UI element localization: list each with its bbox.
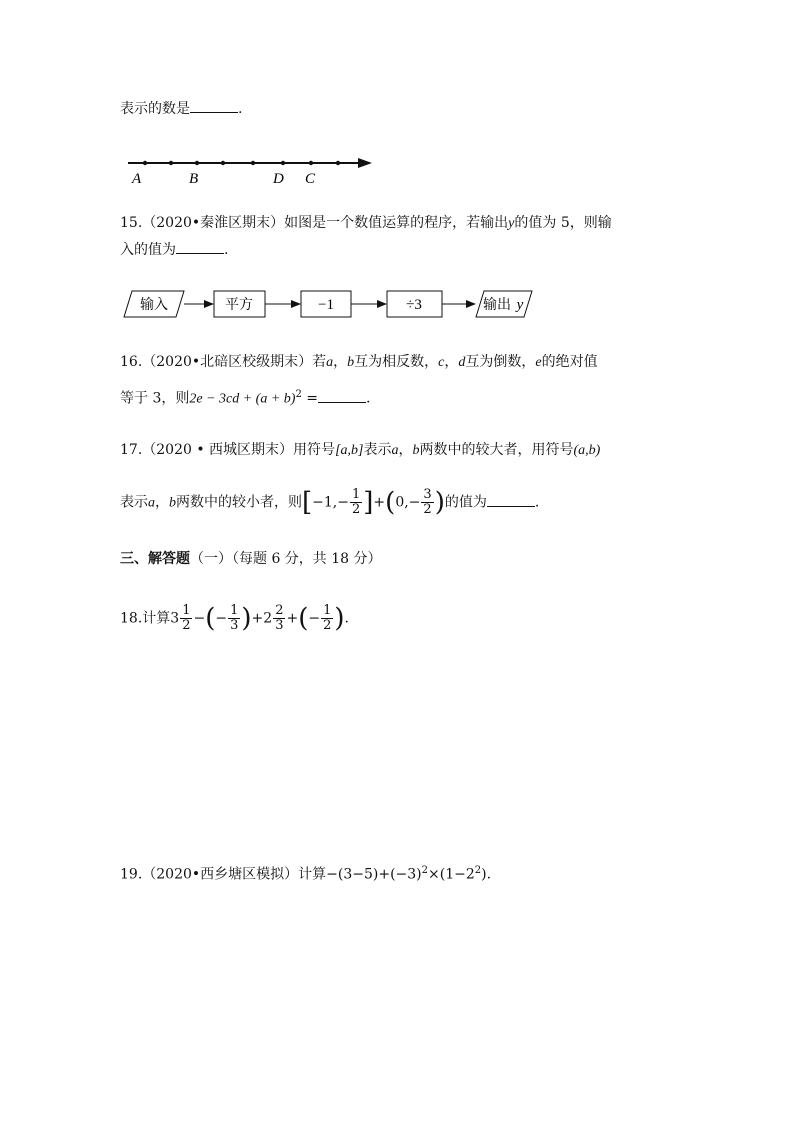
q16-text-b: 互为相反数， (354, 354, 439, 370)
q18-label: 18.计算 (120, 610, 171, 627)
numerator: 1 (182, 603, 191, 618)
label-D: D (273, 171, 284, 187)
q19-expression-c: ) (481, 866, 487, 883)
q18-fraction-2 (228, 604, 240, 633)
q16-text-a: 16.（2020•北碚区校级期末）若 (120, 354, 327, 370)
q17-var-b: b (169, 495, 176, 511)
q15-line1 (120, 213, 612, 234)
q16-sep: ， (444, 354, 459, 370)
q18-line (120, 604, 349, 633)
q17-text-f: 的值为 (444, 494, 487, 511)
q16-var-b: b (347, 355, 355, 370)
q19-line (120, 861, 491, 885)
q15-text-c: 入的值为 (120, 242, 176, 258)
section-3-note: （一）（每题 6 分，共 18 分） (190, 551, 382, 567)
section-3-title: 三、解答题 (120, 551, 190, 567)
q18-open-paren: ( (205, 603, 216, 634)
q15-text-b: 的值为 5，则输 (514, 215, 612, 231)
numerator: 1 (323, 603, 332, 618)
q18-sign: − (215, 610, 228, 627)
q18-minus: − (193, 610, 206, 627)
q18-plus: + (251, 610, 264, 627)
q18-fraction-3 (273, 604, 285, 633)
q17-paren-inner: 0,− (395, 494, 421, 511)
q17-line1 (120, 440, 600, 461)
q15-var-y: y (508, 216, 515, 231)
denominator: 2 (423, 502, 432, 517)
q17-fraction-2 (421, 488, 433, 517)
q16-line1 (120, 352, 598, 373)
q16-var-a: a (326, 355, 334, 370)
q17-plus: + (373, 494, 386, 511)
period: . (238, 101, 243, 117)
top-line (120, 98, 242, 119)
numerator: 2 (275, 603, 284, 618)
q17-text-a: 17.（2020 • 西城区期末）用符号 (120, 442, 336, 458)
q16-var-d: d (458, 355, 466, 370)
period: . (534, 494, 540, 511)
number-line-arrow (358, 158, 372, 168)
q16-var-c: c (438, 355, 445, 370)
number-line (120, 150, 380, 190)
q17-sep: ， (155, 494, 169, 511)
q17-var-a: a (148, 495, 155, 511)
denominator: 3 (275, 618, 284, 633)
q15-text-a: 15.（2020•秦淮区期末）如图是一个数值运算的程序，若输出 (120, 215, 509, 231)
label-B: B (189, 171, 199, 187)
q16-equals: = (301, 390, 319, 407)
numerator: 1 (351, 487, 361, 502)
numerator: 1 (230, 603, 239, 618)
denominator: 2 (182, 618, 191, 633)
flow-output: 输出 (483, 298, 511, 313)
q17-text-b: 表示 (363, 442, 392, 458)
denominator: 2 (351, 502, 361, 517)
q19-expression-b: ×(1−2 (428, 866, 475, 883)
label-A: A (132, 171, 142, 187)
flow-step1: 平方 (225, 298, 253, 313)
flow-input: 输入 (140, 298, 168, 313)
q17-blank (487, 492, 535, 507)
q16-blank (318, 388, 366, 403)
q19-exponent-2: 2 (474, 865, 482, 876)
q17-fraction-1 (350, 488, 362, 517)
q16-sep: ， (333, 354, 348, 370)
q18-fraction-1 (180, 604, 192, 633)
q18-close-paren: ) (241, 603, 252, 634)
q16-expression: 2e − 3cd + (a + b) (189, 391, 296, 407)
flow-step3: ÷3 (406, 297, 422, 313)
period: . (366, 390, 371, 407)
q15-line2 (120, 239, 228, 260)
q18-fraction-4 (321, 604, 333, 633)
q18-open-paren: ( (298, 603, 309, 634)
numerator: 3 (423, 487, 432, 502)
q17-text-e: 两数中的较小者，则 (176, 494, 302, 511)
q16-text-e: 等于 3，则 (120, 390, 190, 407)
q19-expression-a: −(3−5)+(−3) (326, 866, 422, 883)
denominator: 3 (230, 618, 239, 633)
denominator: 2 (323, 618, 332, 633)
q16-line2 (120, 385, 370, 410)
period: . (224, 242, 229, 258)
q17-close-bracket: ] (363, 487, 374, 518)
q18-sign: − (308, 610, 321, 627)
q15-blank (176, 239, 224, 254)
q17-bracket-inner: −1,− (312, 494, 349, 511)
period: . (486, 866, 492, 883)
top-text: 表示的数是 (120, 101, 190, 117)
answer-blank (190, 98, 238, 113)
q16-text-d: 的绝对值 (541, 354, 598, 370)
q17-text-d: 表示 (120, 494, 148, 511)
q17-paren-symbol: (a,b) (573, 443, 601, 458)
q17-var-a: a (391, 443, 399, 458)
q16-exponent: 2 (295, 389, 302, 400)
flow-output-var: y (516, 297, 524, 313)
q17-text-c: 两数中的较大者，用符号 (419, 442, 574, 458)
q19-exponent-1: 2 (421, 865, 429, 876)
q17-bracket-symbol: [a,b] (335, 443, 364, 458)
q18-close-paren: ) (334, 603, 345, 634)
section-3-heading (120, 549, 382, 569)
q18-plus: + (286, 610, 299, 627)
q16-text-c: 互为倒数， (465, 354, 536, 370)
q16-var-e: e (535, 355, 542, 370)
q17-close-paren: ) (434, 487, 445, 518)
period: . (344, 610, 349, 627)
q18-whole-1: 3 (170, 610, 180, 627)
q17-sep: ， (398, 442, 413, 458)
flow-step2: −1 (318, 297, 334, 313)
flow-diagram (122, 286, 534, 322)
q17-open-bracket: [ (302, 487, 313, 518)
q17-var-b: b (412, 443, 420, 458)
q17-line2 (120, 488, 539, 517)
q19-label: 19.（2020•西乡塘区模拟）计算 (120, 866, 327, 883)
q18-whole-2: 2 (263, 610, 273, 627)
label-C: C (305, 171, 316, 187)
q17-open-paren: ( (385, 487, 396, 518)
